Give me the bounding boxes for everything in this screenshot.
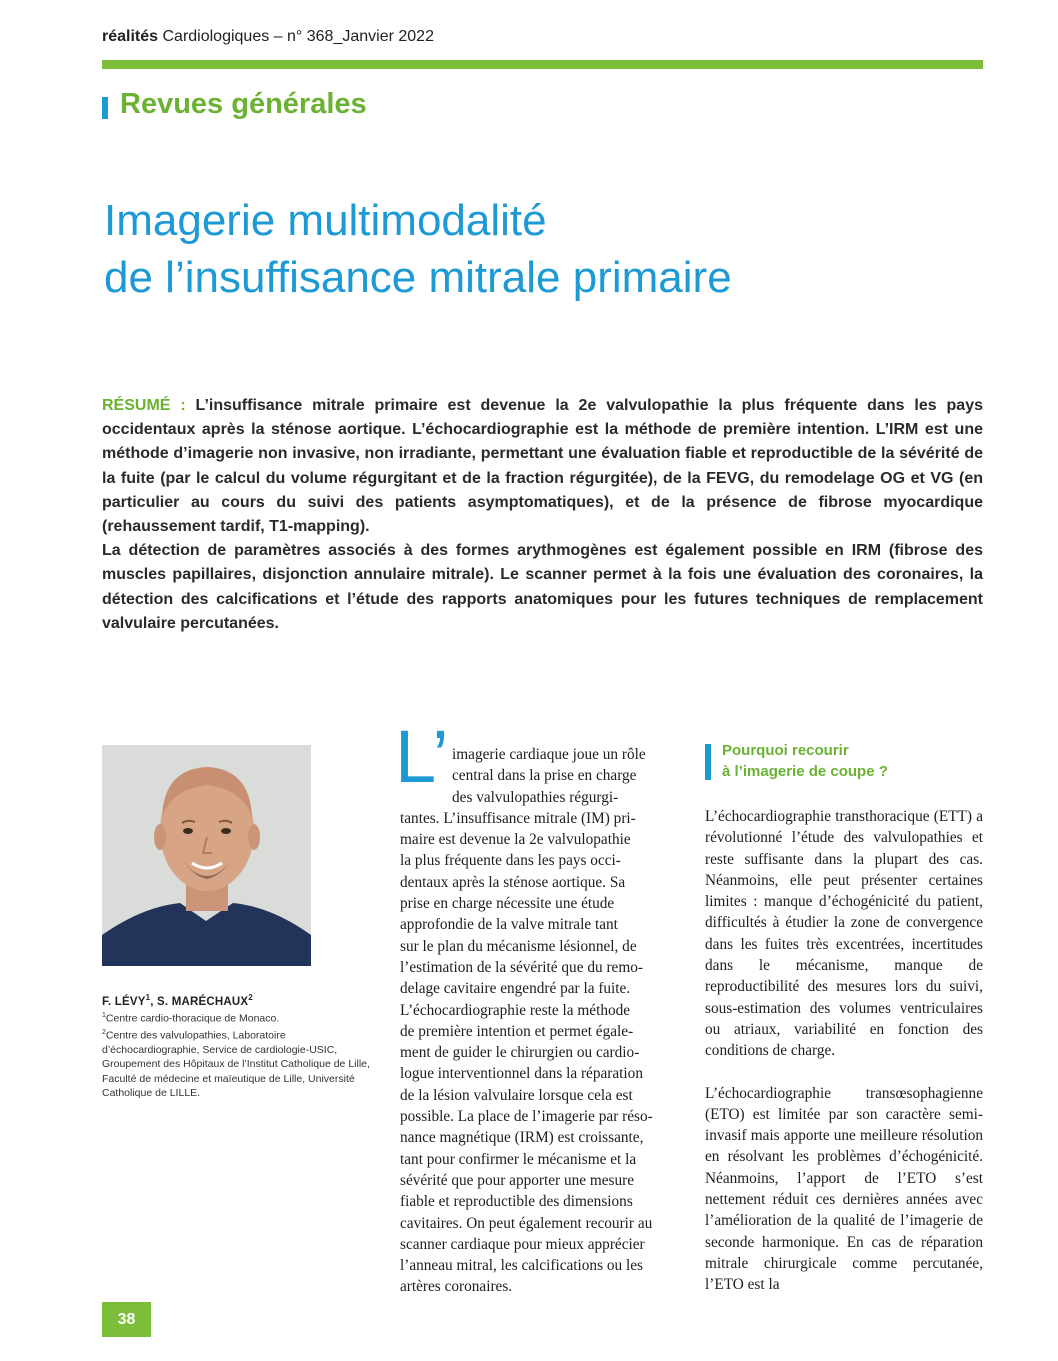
body-line: L’échocardiographie reste la méthode bbox=[400, 1001, 631, 1019]
column-3-paragraph-1: L’échocardiographie transthoracique (ETT) a révolutionné l’étude des valvulopathies et reste suffisante dans la plupart des cas. Néanmoins, elle peut présenter certaines limites : manque d’échogénicité du patient, difficultés à étudier la zone de convergence dans les fuites très excentrées, incertitudes dans le mécanisme, manque de reproductibilité des mesures lors du suivi, sous-estimation des volumes ventriculaires ou atriaux, variabilité en fonction des conditions de charge. bbox=[705, 808, 983, 1060]
body-line: l’estimation de la sévérité que du remo- bbox=[400, 958, 643, 976]
subheading-marker bbox=[705, 744, 711, 780]
affiliation-1 bbox=[102, 1009, 372, 1026]
journal-name: réalités bbox=[102, 28, 159, 45]
body-line: scanner cardiaque pour mieux apprécier bbox=[400, 1235, 645, 1253]
abstract-paragraph-1 bbox=[102, 394, 983, 539]
author-names bbox=[102, 993, 253, 1008]
body-line: de première intention et permet égale- bbox=[400, 1022, 634, 1040]
page-number: 38 bbox=[102, 1302, 151, 1337]
body-line: de la lésion valvulaire lorsque cela est bbox=[400, 1086, 633, 1104]
author-separator: , bbox=[150, 995, 158, 1008]
author-portrait-image bbox=[102, 745, 311, 966]
author-2: S. MARÉCHAUX bbox=[157, 995, 249, 1008]
article-title-line-2: de l’insuffisance mitrale primaire bbox=[104, 253, 732, 302]
body-line: approfondie de la valve mitrale tant bbox=[400, 916, 618, 934]
section-marker bbox=[102, 97, 108, 119]
article-title bbox=[104, 192, 732, 306]
body-line: logue interventionnel dans la réparation bbox=[400, 1065, 643, 1083]
subheading-line-2: à l’imagerie de coupe ? bbox=[722, 763, 888, 780]
header-rule bbox=[102, 60, 983, 69]
body-line: fiable et reproductible des dimensions bbox=[400, 1193, 633, 1211]
author-1: F. LÉVY bbox=[102, 995, 146, 1008]
body-line: sur le plan du mécanisme lésionnel, de bbox=[400, 937, 637, 955]
body-line: delage cavitaire engendré par la fuite. bbox=[400, 980, 631, 998]
body-column-3 bbox=[705, 806, 983, 1317]
body-line: prise en charge nécessite une étude bbox=[400, 895, 615, 913]
author-2-sup: 2 bbox=[248, 993, 253, 1002]
body-line: cavitaires. On peut également recourir au bbox=[400, 1214, 653, 1232]
body-line: l’anneau mitral, les calcifications ou les bbox=[400, 1257, 643, 1275]
body-line: des valvulopathies régurgi- bbox=[452, 788, 619, 806]
affiliation-1-sup: 1 bbox=[102, 1012, 106, 1019]
subheading bbox=[722, 740, 888, 782]
body-line: possible. La place de l’imagerie par réso- bbox=[400, 1108, 653, 1126]
body-column-2 bbox=[400, 744, 682, 1298]
author-1-sup: 1 bbox=[145, 993, 151, 1002]
section-title: Revues générales bbox=[120, 88, 367, 120]
affiliations bbox=[102, 1009, 372, 1100]
affiliation-2-text: Centre des valvulopathies, Laboratoire d’échocardiographie, Service de cardiologie-USIC, Groupement des Hôpitaux de l’Institut Catholique de Lille, Faculté de médecine et maïeutique de Lille, Université Catholique de LILLE. bbox=[102, 1029, 370, 1100]
article-title-line-1: Imagerie multimodalité bbox=[104, 196, 547, 245]
abstract-paragraph-2: La détection de paramètres associés à des formes arythmogènes est également possible en IRM (fibrose des muscles papillaires, disjonction annulaire mitrale). Le scanner permet à la fois une évaluation des coronaires, la détection des calcifications et l’étude des rapports anatomiques pour les futures techniques de remplacement valvulaire percutanées. bbox=[102, 542, 983, 632]
body-line: central dans la prise en charge bbox=[452, 767, 637, 785]
affiliation-2-sup: 2 bbox=[102, 1028, 106, 1036]
column-3-paragraph-2: L’échocardiographie transœsophagienne (ETO) est limitée par son caractère semi-invasif mais apporte une meilleure résolution en résolvant les problèmes d’échogénicité. Néanmoins, l’apport de l’ETO s’est nettement réduit ces dernières années avec l’amélioration de la qualité de l’imagerie de seconde harmonique. En cas de réparation mitrale chirurgicale comme percutanée, l’ETO est la bbox=[705, 1084, 983, 1294]
abstract-lead: RÉSUMÉ : bbox=[102, 397, 186, 414]
journal-header bbox=[102, 28, 434, 46]
body-line: tantes. L’insuffisance mitrale (IM) pri- bbox=[400, 809, 636, 827]
abstract bbox=[102, 394, 983, 636]
drop-cap: L’ bbox=[395, 715, 449, 798]
author-photo bbox=[102, 745, 311, 966]
body-line: sévérité que pour apporter une mesure bbox=[400, 1171, 635, 1189]
body-line: ment de guider le chirurgien ou cardio- bbox=[400, 1044, 640, 1062]
body-line: dentaux après la sténose aortique. Sa bbox=[400, 873, 626, 891]
body-line: imagerie cardiaque joue un rôle bbox=[452, 746, 646, 763]
body-line: nance magnétique (IRM) est croissante, bbox=[400, 1129, 644, 1147]
body-line: la plus fréquente dans les pays occi- bbox=[400, 852, 621, 870]
body-line: tant pour confirmer le mécanisme et la bbox=[400, 1150, 637, 1168]
subheading-line-1: Pourquoi recourir bbox=[722, 742, 849, 759]
affiliation-2 bbox=[102, 1026, 372, 1101]
journal-issue: Cardiologiques – n° 368_Janvier 2022 bbox=[158, 28, 434, 45]
abstract-text-1: L’insuffisance mitrale primaire est devenue la 2e valvulopathie la plus fréquente dans les pays occidentaux après la sténose aortique. L’échocardiographie est la méthode de première intention. L’IRM est une méthode d’imagerie non invasive, non irradiante, permettant une évaluation fiable et reproductible de la sévérité de la fuite (par le calcul du volume régurgitant et de la fraction régurgitée), de la FEVG, du remodelage OG et VG (en particulier au cours du suivi des patients asymptomatiques), et de la présence de fibrose myocardique (rehaussement tardif, T1-mapping). bbox=[102, 397, 983, 536]
body-line: maire est devenue la 2e valvulopathie bbox=[400, 831, 631, 849]
affiliation-1-text: Centre cardio-thoracique de Monaco. bbox=[105, 1012, 280, 1025]
body-line: artères coronaires. bbox=[400, 1278, 513, 1296]
